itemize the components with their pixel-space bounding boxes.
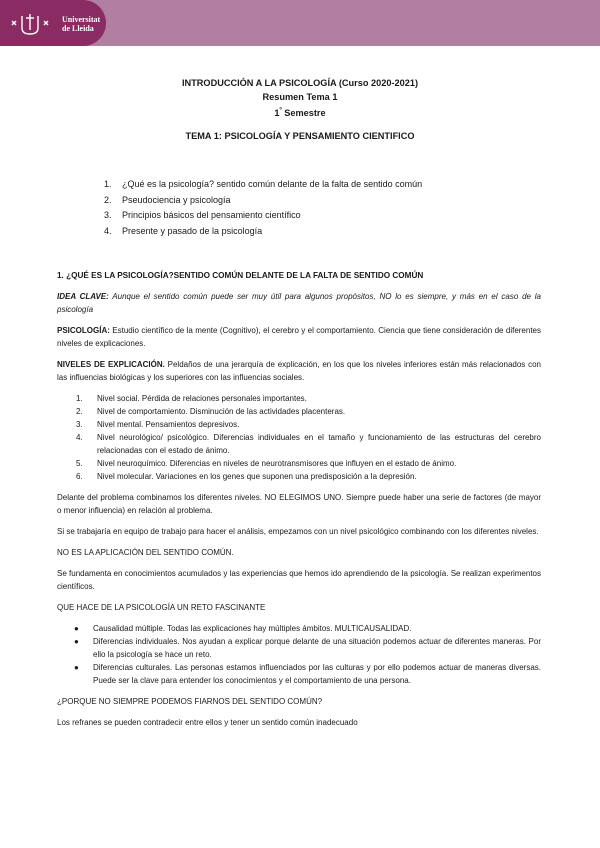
list-item xyxy=(57,405,541,418)
list-item-text: Nivel molecular. Variaciones en los genes que suponen una predisposición a la depresión. xyxy=(97,472,417,481)
idea-clave-label: IDEA CLAVE: xyxy=(57,292,109,301)
list-item xyxy=(57,457,541,470)
toc-item-number: 2. xyxy=(104,194,112,205)
list-item-number: 2. xyxy=(76,407,83,416)
list-item xyxy=(57,470,541,483)
list-item-text: Nivel social. Pérdida de relaciones personales importantes. xyxy=(97,394,307,403)
list-item-text: Nivel mental. Pensamientos depresivos. xyxy=(97,420,240,429)
list-item xyxy=(57,418,541,431)
list-item xyxy=(57,431,541,457)
toc-item xyxy=(104,193,422,209)
logo-line-2: de Lleida xyxy=(62,24,94,33)
psicologia-text: Estudio científico de la mente (Cognitivo), el cerebro y el comportamiento. Ciencia que tiene consideración de diferentes niveles de explicaciones. xyxy=(57,326,541,348)
section-heading: 1. ¿QUÉ ES LA PSICOLOGÍA?SENTIDO COMÚN DELANTE DE LA FALTA DE SENTIDO COMÚN xyxy=(57,271,424,280)
list-item-text: Diferencias individuales. Nos ayudan a explicar porque delante de una situación podemos actuar de diferentes maneras. Por ello la psicología se hace un reto. xyxy=(93,637,541,659)
list-item xyxy=(57,622,541,635)
table-of-contents xyxy=(104,177,422,240)
list-item-number: 5. xyxy=(76,459,83,468)
semester-title xyxy=(0,104,600,120)
semester-number: 1 xyxy=(274,108,280,119)
tema-heading: TEMA 1: PSICOLOGÍA Y PENSAMIENTO CIENTIFICO xyxy=(185,131,415,141)
refranes-paragraph: Los refranes se pueden contradecir entre ellos y tener un sentido común inadecuado xyxy=(57,718,358,727)
no-es-heading: NO ES LA APLICACIÓN DEL SENTIDO COMÚN. xyxy=(57,548,234,557)
logo-emblem-icon xyxy=(10,12,50,36)
course-title: INTRODUCCIÓN A LA PSICOLOGÍA (Curso 2020-2021) xyxy=(181,78,418,88)
idea-clave-paragraph xyxy=(57,290,541,316)
toc-item-text: ¿Qué es la psicología? sentido común delante de la falta de sentido común xyxy=(122,179,423,189)
niveles-text: Peldaños de una jerarquía de explicación, en los que los niveles inferiores están más relacionados con las influencias biológicas y los superiores con las influencias sociales. xyxy=(57,360,541,382)
idea-clave-text: Aunque el sentido común puede ser muy útil para algunos propósitos, NO lo es siempre, y más en el caso de la psicología xyxy=(57,292,541,314)
psicologia-label: PSICOLOGÍA: xyxy=(57,326,110,335)
bullet-icon: ● xyxy=(74,637,79,646)
niveles-paragraph xyxy=(57,358,541,384)
bullet-icon: ● xyxy=(74,663,79,672)
reto-heading: QUE HACE DE LA PSICOLOGÍA UN RETO FASCINANTE xyxy=(57,603,266,612)
logo-line-1: Universitat xyxy=(62,15,101,24)
reto-list xyxy=(57,622,541,687)
toc-item-text: Pseudociencia y psicología xyxy=(122,194,231,205)
niveles-label: NIVELES DE EXPLICACIÓN. xyxy=(57,360,165,369)
list-item-number: 6. xyxy=(76,472,83,481)
list-item-text: Nivel de comportamiento. Disminución de las actividades placenteras. xyxy=(97,407,346,416)
logo-wordmark xyxy=(62,15,100,33)
list-item-number: 1. xyxy=(76,394,83,403)
toc-item xyxy=(104,208,422,224)
list-item xyxy=(57,392,541,405)
list-item xyxy=(57,635,541,661)
list-item-number: 4. xyxy=(76,433,83,442)
porque-heading: ¿PORQUE NO SIEMPRE PODEMOS FIARNOS DEL SENTIDO COMÚN? xyxy=(57,697,323,706)
toc-item-number: 3. xyxy=(104,210,112,221)
psicologia-definition xyxy=(57,324,541,350)
document-title xyxy=(0,76,600,120)
toc-item-number: 4. xyxy=(104,226,112,237)
fundamenta-paragraph: Se fundamenta en conocimientos acumulados y las experiencias que hemos ido aprendiendo de la psicología. Se realizan experimentos científicos. xyxy=(57,569,541,591)
list-item-text: Nivel neurológico/ psicológico. Diferencias individuales en el tamaño y funcionamiento de las estructuras del cerebro relacionadas con el estado de ánimo. xyxy=(97,433,541,455)
list-item-number: 3. xyxy=(76,420,83,429)
equipo-paragraph: Si se trabajaría en equipo de trabajo para hacer el análisis, empezamos con un nivel psicológico combinando con los diferentes niveles. xyxy=(57,527,539,536)
toc-item-text: Presente y pasado de la psicología xyxy=(122,226,263,237)
niveles-list xyxy=(57,392,541,483)
delante-paragraph: Delante del problema combinamos los diferentes niveles. NO ELEGIMOS UNO. Siempre puede haber una serie de factores (de mayor o menor influencia) en relación al problema. xyxy=(57,493,541,515)
toc-item xyxy=(104,177,422,193)
list-item-text: Causalidad múltiple. Todas las explicaciones hay múltiples ámbitos. MULTICAUSALIDAD. xyxy=(93,624,412,633)
list-item-text: Nivel neuroquímico. Diferencias en niveles de neurotransmisores que influyen en el estado de ánimo. xyxy=(97,459,457,468)
list-item xyxy=(57,661,541,687)
semester-ordinal: º xyxy=(279,108,282,114)
toc-item-number: 1. xyxy=(104,179,112,189)
list-item-text: Diferencias culturales. Las personas estamos influenciados por las culturas y por ello podemos actuar de maneras diversas. Puede ser la clave para entender los conocimientos y el comportamiento de una persona. xyxy=(93,663,541,685)
bullet-icon: ● xyxy=(74,624,79,633)
university-logo[interactable] xyxy=(0,0,106,46)
semester-label: Semestre xyxy=(281,108,326,119)
toc-item-text: Principios básicos del pensamiento científico xyxy=(122,210,301,221)
summary-title: Resumen Tema 1 xyxy=(262,92,338,102)
document-body xyxy=(57,264,541,729)
toc-item xyxy=(104,224,422,240)
